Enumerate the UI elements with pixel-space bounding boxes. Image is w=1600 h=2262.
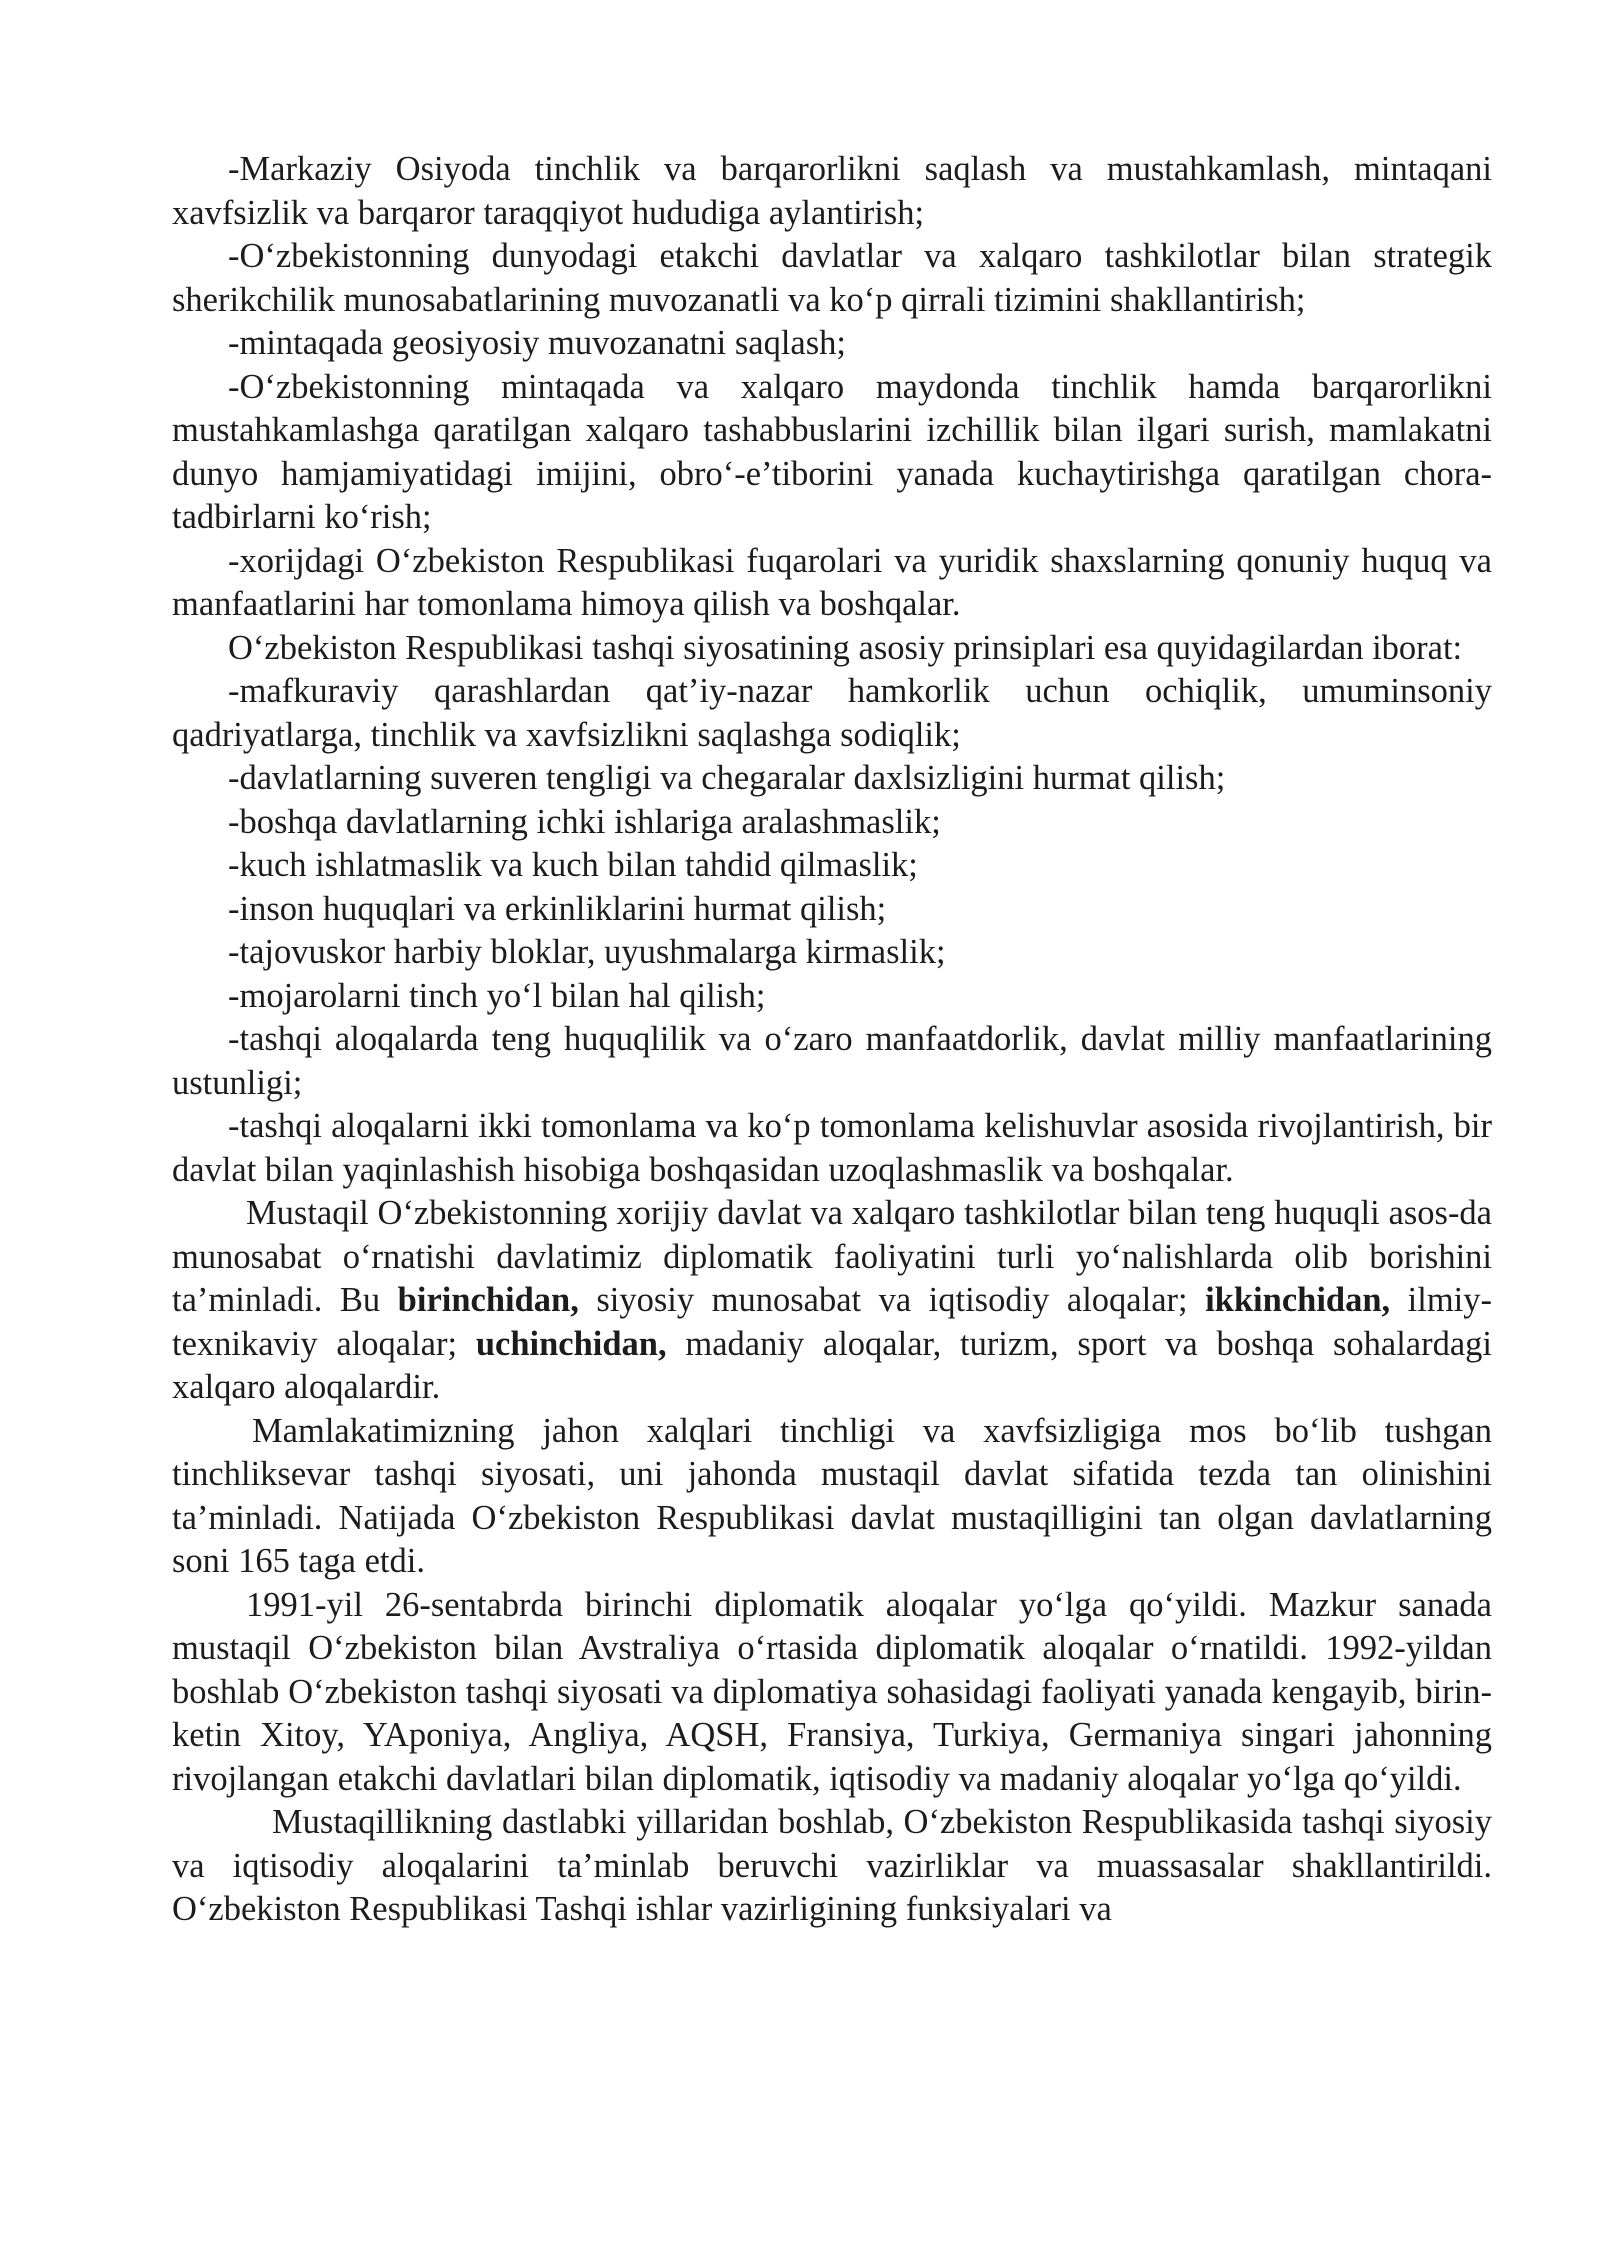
directions-first-text: siyosiy munosabat va iqtisodiy aloqalar; (578, 1281, 1206, 1319)
directions-second-text: ilmiy-texnikaviy aloqalar; (172, 1281, 1492, 1363)
paragraph-goal-central-asia: -Markaziy Osiyoda tinchlik va barqarorlikni saqlash va mustahkamlash, mintaqani xavfsizlik va barqaror taraqqiyot hududiga aylantirish; (172, 150, 1492, 232)
paragraph-principle-openness: -mafkuraviy qarashlardan qat’iy-nazar hamkorlik uchun ochiqlik, umuminsoniy qadriyatlarga, tinchlik va xavfsizlikni saqlashga sodiqlik; (172, 672, 1492, 754)
paragraph-principle-non-interference: -boshqa davlatlarning ichki ishlariga aralashmaslik; (228, 802, 941, 841)
paragraph-first-diplomatic-relations: 1991-yil 26-sentabrda birinchi diplomatik aloqalar yo‘lga qo‘yildi. Mazkur sanada mustaqil O‘zbekiston bilan Avstraliya o‘rtasida diplomatik aloqalar o‘rnatildi. 1992-yildan boshlab O‘zbekiston tashqi siyosati va diplomatiya sohasidagi faoliyati yanada kengayib, birin-ketin Xitoy, YAponiya, Angliya, AQSH, Fransiya, Turkiya, Germaniya singari jahonning rivojlangan etakchi davlatlari bilan diplomatik, iqtisodiy va madaniy aloqalar yo‘lga qo‘yildi. (172, 1585, 1492, 1798)
paragraph-principle-no-blocs: -tajovuskor harbiy bloklar, uyushmalarga kirmaslik; (228, 933, 946, 971)
paragraph-principle-human-rights: -inson huquqlari va erkinliklarini hurmat qilish; (228, 889, 887, 928)
paragraph-principles-intro: O‘zbekiston Respublikasi tashqi siyosatining asosiy prinsiplari esa quyidagilardan iborat: (228, 628, 1463, 667)
paragraph-ministries-formed: Mustaqillikning dastlabki yillaridan boshlab, O‘zbekiston Respublikasida tashqi siyosiy va iqtisodiy aloqalarini ta’minlab beruvchi vazirliklar va muassasalar shakllantirildi. O‘zbekiston Respublikasi Tashqi ishlar vazirligining funksiyalari va (172, 1803, 1492, 1928)
paragraph-goal-geopolitical-balance: -mintaqada geosiyosiy muvozanatni saqlash; (228, 324, 846, 362)
document-page (172, 148, 1492, 1932)
directions-third-label: uchinchidan, (475, 1324, 667, 1363)
paragraph-principle-sovereignty: -davlatlarning suveren tengligi va chegaralar daxlsizligini hurmat qilish; (228, 759, 1226, 797)
paragraph-principle-bilateral-multilateral: -tashqi aloqalarni ikki tomonlama va ko‘p tomonlama kelishuvlar asosida rivojlantirish, bir davlat bilan yaqinlashish hisobiga boshqasidan uzoqlashmaslik va boshqalar. (172, 1107, 1492, 1189)
directions-second-label: ikkinchidan, (1205, 1281, 1391, 1319)
paragraph-principle-peaceful-resolution: -mojarolarni tinch yo‘l bilan hal qilish; (228, 976, 766, 1015)
paragraph-goal-international-initiatives: -O‘zbekistonning mintaqada va xalqaro maydonda tinchlik hamda barqarorlikni mustahkamlashga qaratilgan xalqaro tashabbuslarini izchillik bilan ilgari surish, mamlakatni dunyo hamjamiyatidagi imijini, obro‘-e’tiborini yanada kuchaytirishga qaratilgan chora-tadbirlarni ko‘rish; (172, 367, 1492, 536)
paragraph-diplomatic-directions (172, 1192, 1492, 1410)
paragraph-goal-citizens-abroad: -xorijdagi O‘zbekiston Respublikasi fuqarolari va yuridik shaxslarning qonuniy huquq va manfaatlarini har tomonlama himoya qilish va boshqalar. (172, 541, 1492, 623)
directions-lead-text: Mustaqil O‘zbekistonning xorijiy davlat va xalqaro tashkilotlar bilan teng huquqli asos-da munosabat o‘rnatishi davlatimiz diplomatik faoliyatini turli yo‘nalishlarda olib borishini ta’minladi. Bu (172, 1194, 1492, 1319)
paragraph-principle-no-force: -kuch ishlatmaslik va kuch bilan tahdid qilmaslik; (228, 846, 918, 884)
directions-third-text: madaniy aloqalar, turizm, sport va boshqa sohalardagi xalqaro aloqalardir. (172, 1324, 1492, 1406)
paragraph-principle-equality: -tashqi aloqalarda teng huquqlilik va o‘zaro manfaatdorlik, davlat milliy manfaatlarining ustunligi; (172, 1020, 1492, 1102)
directions-first-label: birinchidan, (397, 1281, 579, 1319)
paragraph-recognition: Mamlakatimizning jahon xalqlari tinchligi va xavfsizligiga mos bo‘lib tushgan tinchliksevar tashqi siyosati, uni jahonda mustaqil davlat sifatida tezda tan olinishini ta’minladi. Natijada O‘zbekiston Respublikasi davlat mustaqilligini tan olgan davlatlarning soni 165 taga etdi. (172, 1411, 1492, 1580)
paragraph-goal-strategic-partnership: -O‘zbekistonning dunyodagi etakchi davlatlar va xalqaro tashkilotlar bilan strategik sherikchilik munosabatlarining muvozanatli va ko‘p qirrali tizimini shakllantirish; (172, 237, 1492, 319)
